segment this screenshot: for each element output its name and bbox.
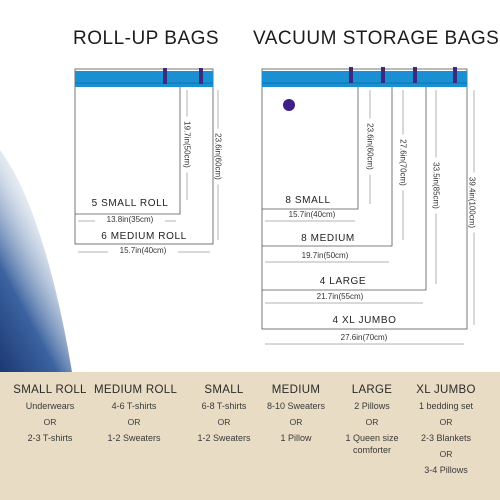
vacuum-xl-height: 39.4in(100cm)	[468, 173, 477, 233]
capacity-or: OR	[439, 449, 453, 459]
rollup-zipper	[75, 71, 213, 87]
capacity-line: 4-6 T-shirts	[111, 401, 157, 411]
capacity-col-medium	[256, 382, 336, 444]
capacity-line: 3-4 Pillows	[424, 465, 468, 475]
decorative-gradient	[0, 150, 72, 372]
vacuum-xl-width: 27.6in(70cm)	[329, 333, 399, 342]
capacity-line: 2-3 Blankets	[420, 433, 472, 443]
vacuum-medium-label: 8 MEDIUM	[301, 233, 355, 244]
vacuum-clip-2	[381, 67, 385, 83]
vacuum-large-height: 33.5in(85cm)	[432, 158, 441, 214]
vacuum-medium-width: 19.7in(50cm)	[290, 251, 360, 260]
vacuum-small-height: 23.6in(60cm)	[366, 119, 375, 175]
vacuum-zipper	[262, 71, 467, 87]
rollup-heading: ROLL-UP BAGS	[73, 28, 220, 49]
capacity-title: MEDIUM ROLL	[94, 384, 178, 396]
rollup-bag-graphic	[75, 68, 218, 252]
vacuum-medium-height: 27.6in(70cm)	[399, 135, 408, 191]
capacity-line: 8-10 Sweaters	[266, 401, 326, 411]
vacuum-clip-4	[453, 67, 457, 83]
capacity-or: OR	[217, 417, 231, 427]
rollup-medium-height: 23.6in(60cm)	[214, 129, 223, 185]
rollup-clip-1	[163, 68, 167, 84]
rollup-small-width: 13.8in(35cm)	[95, 215, 165, 224]
capacity-or: OR	[43, 417, 57, 427]
capacity-line: comforter	[352, 445, 391, 455]
vacuum-small-width: 15.7in(40cm)	[277, 210, 347, 219]
capacity-line: 1-2 Sweaters	[197, 433, 251, 443]
capacity-col-small-roll	[10, 382, 90, 444]
rollup-small-label: 5 SMALL ROLL	[91, 198, 169, 209]
vacuum-clip-1	[349, 67, 353, 83]
capacity-or: OR	[365, 417, 379, 427]
capacity-line: 1-2 Sweaters	[107, 433, 161, 443]
capacity-line: Underwears	[25, 401, 75, 411]
capacity-or: OR	[289, 417, 303, 427]
capacity-line: 1 Queen size	[345, 433, 399, 443]
capacity-line: 2 Pillows	[354, 401, 390, 411]
vacuum-heading: VACUUM STORAGE BAGS	[253, 28, 500, 49]
capacity-title: SMALL ROLL	[13, 384, 87, 396]
capacity-line: 1 Pillow	[280, 433, 312, 443]
vacuum-valve	[283, 99, 295, 111]
rollup-medium-label: 6 MEDIUM ROLL	[101, 231, 187, 242]
vacuum-xl-label: 4 XL JUMBO	[332, 315, 397, 326]
capacity-col-large	[332, 382, 412, 456]
capacity-title: MEDIUM	[271, 384, 321, 396]
capacity-line: 2-3 T-shirts	[27, 433, 73, 443]
vacuum-large-label: 4 LARGE	[319, 276, 367, 287]
rollup-clip-2	[199, 68, 203, 84]
vacuum-small-label: 8 SMALL	[285, 195, 331, 206]
capacity-col-small	[184, 382, 264, 444]
capacity-line: 1 bedding set	[418, 401, 474, 411]
capacity-col-xl-jumbo	[406, 382, 486, 476]
capacity-title: SMALL	[204, 384, 244, 396]
vacuum-large-width: 21.7in(55cm)	[305, 292, 375, 301]
capacity-title: XL JUMBO	[416, 384, 476, 396]
rollup-small-height: 19.7in(50cm)	[183, 117, 192, 173]
capacity-or: OR	[439, 417, 453, 427]
vacuum-clip-3	[413, 67, 417, 83]
rollup-medium-width: 15.7in(40cm)	[108, 246, 178, 255]
capacity-col-medium-roll	[94, 382, 178, 444]
capacity-line: 6-8 T-shirts	[201, 401, 247, 411]
capacity-title: LARGE	[351, 384, 393, 396]
capacity-or: OR	[127, 417, 141, 427]
